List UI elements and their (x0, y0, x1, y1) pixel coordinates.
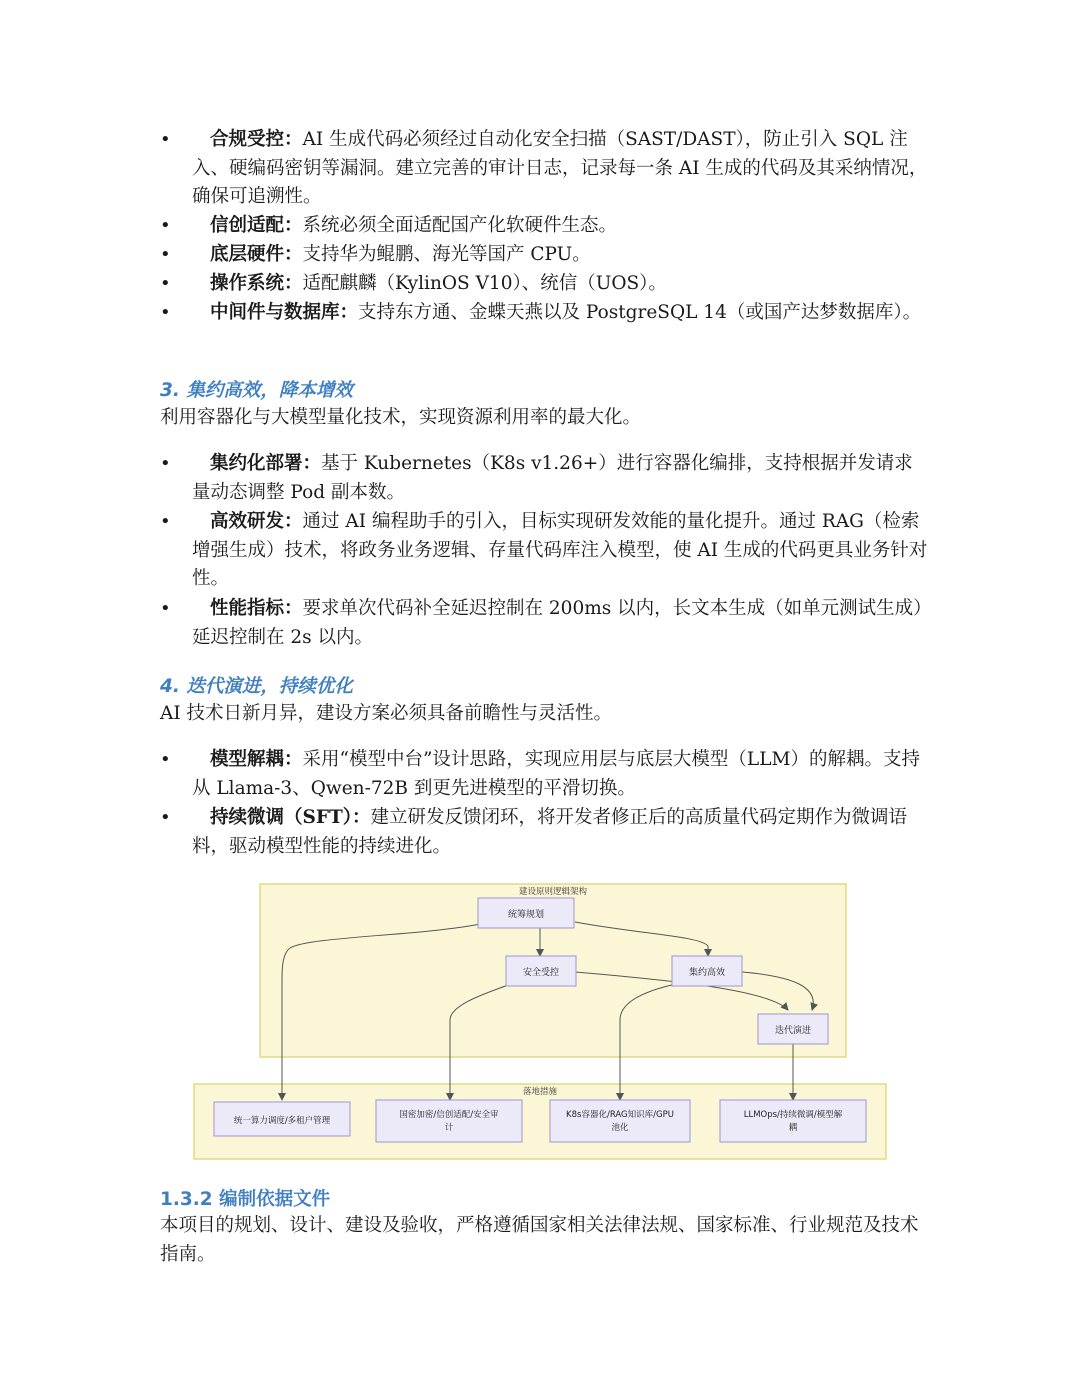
bullet-body: 系统必须全面适配国产化软硬件生态。 (302, 215, 618, 236)
bullet-body: 通过 AI 编程助手的引入，目标实现研发效能的量化提升。通过 RAG（检索增强生成）技术，将政务业务逻辑、存量代码库注入模型，使 AI 生成的代码更具业务针对性。 (192, 511, 928, 589)
bullet-os (160, 270, 930, 299)
bullet-rd-efficiency (160, 508, 930, 594)
node-efficient-label: 集约高效 (688, 968, 726, 978)
bullet-dot: • (160, 511, 171, 532)
measure-security-label-2: 计 (444, 1123, 454, 1133)
bullet-deployment (160, 450, 930, 507)
bullet-term: 合规受控： (210, 129, 303, 150)
section-4-intro: AI 技术日新月异，建设方案必须具备前瞻性与灵活性。 (160, 703, 613, 724)
bullet-term: 性能指标： (210, 598, 303, 619)
measure-efficient-label-1: K8s容器化/RAG知识库/GPU (566, 1110, 674, 1120)
measure-security (376, 1100, 522, 1142)
bullet-dot: • (160, 215, 171, 236)
bullet-xinchuang (160, 212, 930, 241)
bullet-dot: • (160, 129, 171, 150)
bullet-term: 中间件与数据库： (210, 302, 359, 323)
bullet-body: 适配麒麟（KylinOS V10）、统信（UOS）。 (302, 273, 667, 294)
measure-security-label-1: 国密加密/信创适配/安全审 (399, 1110, 499, 1120)
bullet-term: 集约化部署： (210, 453, 322, 474)
bullet-model-decoupling (160, 746, 930, 803)
bullet-body: 基于 Kubernetes（K8s v1.26+）进行容器化编排，支持根据并发请求量动态调整 Pod 副本数。 (192, 453, 913, 503)
node-security-label: 安全受控 (522, 968, 560, 978)
bullet-middleware (160, 299, 930, 328)
bullet-term: 信创适配： (210, 215, 303, 236)
bullet-dot: • (160, 273, 171, 294)
measure-iterate-label-1: LLMOps/持续微调/模型解 (743, 1110, 843, 1120)
bullet-dot: • (160, 244, 171, 265)
bullet-dot: • (160, 807, 171, 828)
bullet-performance (160, 595, 930, 652)
node-plan-label: 统筹规划 (507, 910, 545, 920)
bullet-body: 要求单次代码补全延迟控制在 200ms 以内，长文本生成（如单元测试生成）延迟控制在 2s 以内。 (192, 598, 923, 648)
measure-compute-label: 统一算力调度/多租户管理 (233, 1116, 331, 1126)
section-132-text: 本项目的规划、设计、建设及验收，严格遵循国家相关法律法规、国家标准、行业规范及技术指南。 (160, 1215, 919, 1265)
bullet-term: 底层硬件： (210, 244, 303, 265)
bullet-term: 持续微调（SFT）： (210, 807, 371, 828)
bullet-dot: • (160, 302, 171, 323)
measure-iterate-label-2: 耦 (788, 1123, 798, 1133)
section-3-heading: 3. 集约高效，降本增效 (160, 380, 353, 401)
measure-efficient-label-2: 池化 (611, 1123, 629, 1133)
section-132-heading: 1.3.2 编制依据文件 (160, 1189, 331, 1210)
section-3-intro: 利用容器化与大模型量化技术，实现资源利用率的最大化。 (160, 407, 642, 428)
bullet-term: 模型解耦： (210, 749, 303, 770)
bullet-dot: • (160, 598, 171, 619)
node-iterate-label: 迭代演进 (774, 1026, 812, 1036)
bullet-compliance (160, 126, 930, 212)
bullet-body: 支持东方通、金蝶天燕以及 PostgreSQL 14（或国产达梦数据库）。 (358, 302, 922, 323)
bullet-term: 高效研发： (210, 511, 303, 532)
bullet-sft (160, 804, 930, 861)
section-4-heading: 4. 迭代演进，持续优化 (160, 676, 353, 697)
bullet-body: 支持华为鲲鹏、海光等国产 CPU。 (302, 244, 591, 265)
bullet-dot: • (160, 749, 171, 770)
measure-iterate (720, 1100, 866, 1142)
principles-group-title: 建设原则逻辑架构 (518, 887, 588, 897)
measure-efficient (550, 1100, 690, 1142)
bullet-body: AI 生成代码必须经过自动化安全扫描（SAST/DAST），防止引入 SQL 注入、硬编码密钥等漏洞。建立完善的审计日志，记录每一条 AI 生成的代码及其采纳情况，确保可追溯性。 (192, 129, 928, 207)
measures-group-title: 落地措施 (522, 1087, 558, 1097)
bullet-body: 采用“模型中台”设计思路，实现应用层与底层大模型（LLM）的解耦。支持从 Llama-3、Qwen-72B 到更先进模型的平滑切换。 (192, 749, 920, 799)
bullet-body: 建立研发反馈闭环，将开发者修正后的高质量代码定期作为微调语料，驱动模型性能的持续进化。 (192, 807, 908, 857)
architecture-diagram (190, 880, 890, 1165)
bullet-hardware (160, 241, 930, 270)
bullet-term: 操作系统： (210, 273, 303, 294)
architecture-diagram-svg (190, 880, 890, 1165)
bullet-dot: • (160, 453, 171, 474)
